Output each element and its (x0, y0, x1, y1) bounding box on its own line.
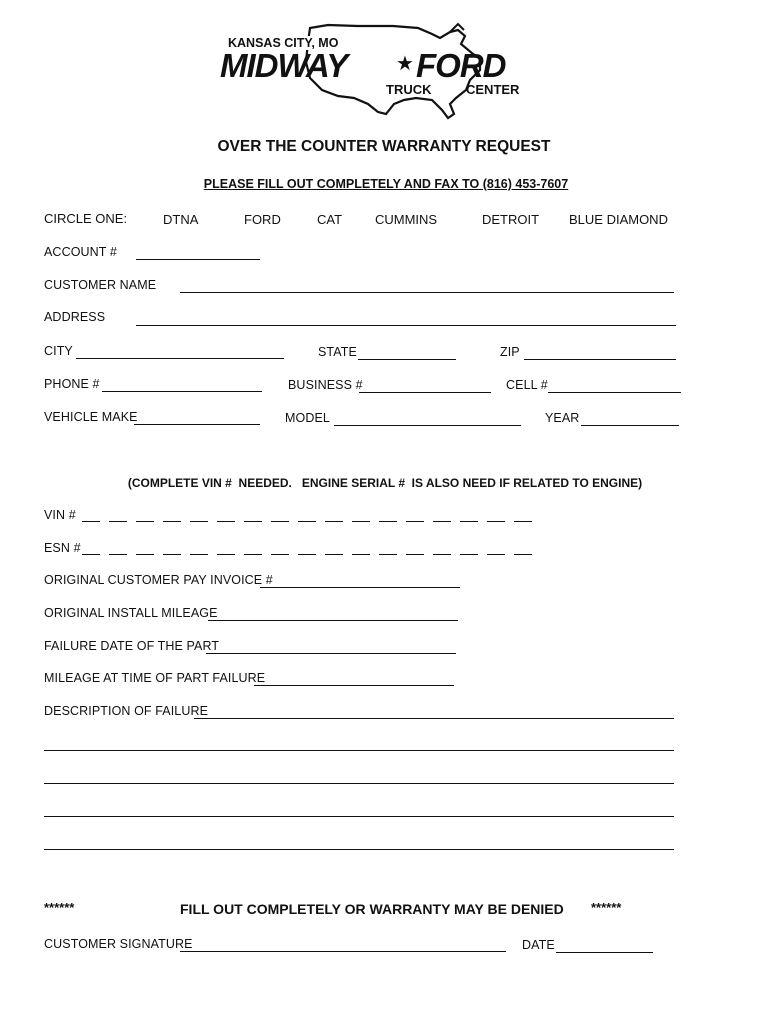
vin-slot[interactable] (190, 521, 208, 522)
vin-slot[interactable] (379, 521, 397, 522)
failure-date-field[interactable] (206, 639, 456, 654)
description-line[interactable] (44, 849, 674, 850)
phone-label: PHONE # (44, 377, 100, 391)
failure-mileage-field[interactable] (254, 671, 454, 686)
esn-slot[interactable] (487, 554, 505, 555)
option-ford[interactable]: FORD (244, 212, 281, 227)
state-field[interactable] (358, 345, 456, 360)
model-label: MODEL (285, 411, 330, 425)
invoice-field[interactable] (260, 573, 460, 588)
vin-slot[interactable] (433, 521, 451, 522)
description-field[interactable] (194, 704, 674, 719)
option-dtna[interactable]: DTNA (163, 212, 199, 227)
esn-slot[interactable] (514, 554, 532, 555)
logo-name-left: MIDWAY (220, 47, 348, 84)
install-mileage-field[interactable] (208, 606, 458, 621)
vin-slot[interactable] (325, 521, 343, 522)
option-blue-diamond[interactable]: BLUE DIAMOND (569, 212, 668, 227)
option-cat[interactable]: CAT (317, 212, 343, 227)
esn-slot[interactable] (325, 554, 343, 555)
esn-slot[interactable] (433, 554, 451, 555)
esn-label: ESN # (44, 541, 81, 555)
vin-slot[interactable] (406, 521, 424, 522)
esn-slot[interactable] (217, 554, 235, 555)
logo-tagline-right: CENTER (466, 82, 520, 97)
model-field[interactable] (334, 411, 521, 426)
description-label: DESCRIPTION OF FAILURE (44, 704, 209, 718)
install-mileage-label: ORIGINAL INSTALL MILEAGE (44, 606, 218, 620)
vin-note: (COMPLETE VIN # NEEDED. ENGINE SERIAL # IS ALSO NEED IF RELATED TO ENGINE) (127, 476, 643, 490)
vehicle-make-field[interactable] (134, 410, 260, 425)
address-label: ADDRESS (44, 310, 106, 324)
vin-slot[interactable] (136, 521, 154, 522)
account-label: ACCOUNT # (44, 245, 117, 259)
description-line[interactable] (44, 750, 674, 751)
customer-name-field[interactable] (180, 278, 674, 293)
cell-label: CELL # (506, 378, 548, 392)
signature-label: CUSTOMER SIGNATURE (44, 937, 193, 951)
city-label: CITY (44, 344, 73, 358)
phone-field[interactable] (102, 377, 262, 392)
address-field[interactable] (136, 311, 676, 326)
vehicle-make-label: VEHICLE MAKE (44, 410, 138, 424)
vin-label: VIN # (44, 508, 76, 522)
esn-slot[interactable] (298, 554, 316, 555)
warning-stars-right: ****** (591, 900, 622, 915)
vin-slot[interactable] (82, 521, 100, 522)
logo-city: KANSAS CITY, MO (228, 36, 339, 50)
business-label: BUSINESS # (288, 378, 363, 392)
vin-slot[interactable] (487, 521, 505, 522)
vin-slot[interactable] (298, 521, 316, 522)
vin-slot[interactable] (109, 521, 127, 522)
city-field[interactable] (76, 344, 284, 359)
vin-slot[interactable] (514, 521, 532, 522)
form-subtitle: PLEASE FILL OUT COMPLETELY AND FAX TO (816) 453-7607 (203, 177, 569, 191)
description-line[interactable] (44, 783, 674, 784)
year-field[interactable] (581, 411, 679, 426)
zip-label: ZIP (500, 345, 520, 359)
esn-slot[interactable] (379, 554, 397, 555)
failure-date-label: FAILURE DATE OF THE PART (44, 639, 220, 653)
esn-slot[interactable] (82, 554, 100, 555)
logo-tagline-left: TRUCK (386, 82, 432, 97)
vin-slot[interactable] (352, 521, 370, 522)
description-line[interactable] (44, 816, 674, 817)
circle-one-label: CIRCLE ONE: (44, 211, 128, 226)
esn-slot[interactable] (406, 554, 424, 555)
logo-name-right: FORD (416, 47, 506, 84)
failure-mileage-label: MILEAGE AT TIME OF PART FAILURE (44, 671, 266, 685)
esn-slot[interactable] (163, 554, 181, 555)
customer-name-label: CUSTOMER NAME (44, 278, 157, 292)
vin-slot[interactable] (163, 521, 181, 522)
option-cummins[interactable]: CUMMINS (375, 212, 438, 227)
esn-slot[interactable] (136, 554, 154, 555)
esn-slot[interactable] (109, 554, 127, 555)
zip-field[interactable] (524, 345, 676, 360)
esn-slot[interactable] (244, 554, 262, 555)
state-label: STATE (318, 345, 357, 359)
warning-text: FILL OUT COMPLETELY OR WARRANTY MAY BE DENIED (180, 901, 564, 917)
year-label: YEAR (545, 411, 580, 425)
esn-slot[interactable] (190, 554, 208, 555)
vin-slot[interactable] (460, 521, 478, 522)
signature-field[interactable] (180, 937, 506, 952)
star-icon: ★ (396, 53, 414, 75)
warning-stars-left: ****** (44, 900, 75, 915)
vin-slot[interactable] (271, 521, 289, 522)
esn-slot[interactable] (271, 554, 289, 555)
esn-slot[interactable] (352, 554, 370, 555)
vin-slot[interactable] (244, 521, 262, 522)
date-field[interactable] (556, 938, 653, 953)
invoice-label: ORIGINAL CUSTOMER PAY INVOICE # (44, 573, 273, 587)
cell-field[interactable] (548, 378, 681, 393)
account-field[interactable] (136, 245, 260, 260)
vin-slot[interactable] (217, 521, 235, 522)
form-title: OVER THE COUNTER WARRANTY REQUEST (217, 138, 551, 155)
esn-slot[interactable] (460, 554, 478, 555)
business-field[interactable] (359, 378, 491, 393)
dealer-logo (218, 22, 554, 120)
option-detroit[interactable]: DETROIT (482, 212, 540, 227)
date-label: DATE (522, 938, 555, 952)
